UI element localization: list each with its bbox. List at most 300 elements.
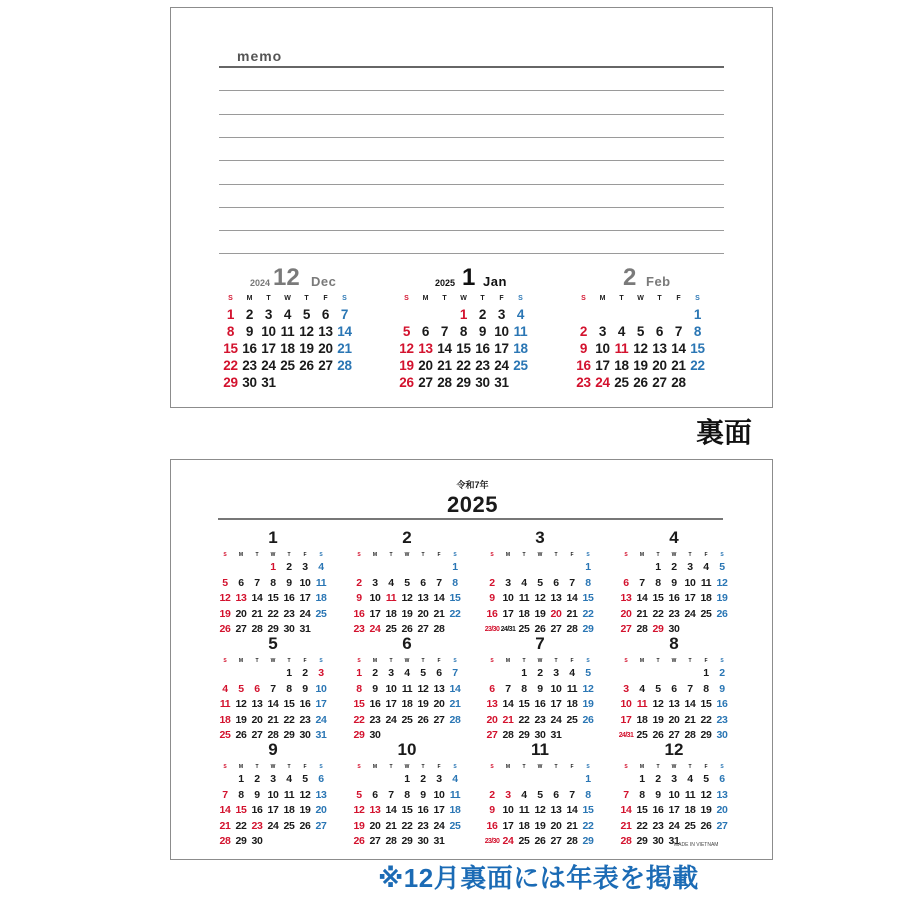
day-cell: 28 <box>437 375 452 390</box>
day-cell: 29 <box>582 623 594 635</box>
day-cell: 2 <box>489 576 495 589</box>
empty-cell <box>367 560 383 576</box>
day-cell: 2 <box>254 773 260 785</box>
day-cell: 12 <box>401 592 413 604</box>
day-cell: 22 <box>582 607 594 620</box>
day-cell: 7 <box>505 682 511 695</box>
weekday-header: T <box>442 295 447 302</box>
weekday-header: T <box>554 764 558 770</box>
day-cell: 5 <box>636 324 645 339</box>
day-cell: 7 <box>569 576 575 589</box>
day-cell: 4 <box>639 682 645 695</box>
calendar-month-name: Jan <box>483 274 507 289</box>
day-cell: 14 <box>684 698 696 710</box>
day-cell: 2 <box>489 788 495 801</box>
day-cell: 20 <box>486 713 498 726</box>
day-cell: 17 <box>595 358 610 373</box>
memo-line <box>219 90 724 91</box>
day-cell: 8 <box>585 788 591 801</box>
day-cell: 16 <box>299 698 311 710</box>
day-cell: 11 <box>518 804 530 816</box>
day-cell: 20 <box>620 607 632 620</box>
day-cell: 14 <box>385 804 397 816</box>
day-cell: 25 <box>566 713 578 726</box>
empty-cell <box>548 772 564 788</box>
weekday-header: T <box>688 552 692 558</box>
day-cell: 27 <box>251 729 263 741</box>
weekday-header: F <box>499 295 504 302</box>
day-cell: 30 <box>283 623 295 635</box>
day-cell: 22 <box>449 607 461 620</box>
month-grid <box>618 550 730 638</box>
weekday-header: S <box>357 658 361 664</box>
day-cell: 13 <box>418 341 433 356</box>
day-cell: 9 <box>719 682 725 695</box>
day-cell: 19 <box>652 713 664 726</box>
day-cell: 5 <box>222 576 228 589</box>
day-cell: 4 <box>388 576 394 589</box>
day-cell: 4 <box>569 667 575 679</box>
day-cell: 15 <box>235 804 247 816</box>
empty-cell <box>367 772 383 788</box>
day-cell: 12 <box>299 324 314 339</box>
day-cell: 21 <box>437 358 452 373</box>
weekday-header: F <box>570 658 574 664</box>
day-cell: 28 <box>684 729 696 741</box>
weekday-header: S <box>586 764 590 770</box>
day-cell: 21 <box>671 358 686 373</box>
day-cell: 19 <box>582 698 594 710</box>
day-cell: 5 <box>585 667 591 679</box>
day-cell: 30 <box>369 729 381 741</box>
day-cell: 20 <box>668 713 680 726</box>
day-cell: 20 <box>251 713 263 726</box>
memo-line <box>219 253 724 254</box>
day-cell: 23 <box>251 819 263 832</box>
month-grid <box>351 762 463 850</box>
day-cell: 11 <box>401 682 413 695</box>
weekday-header: T <box>656 552 660 558</box>
day-cell: 12 <box>700 788 712 801</box>
month-title: 3 <box>535 528 545 547</box>
day-cell: 25 <box>385 623 397 635</box>
day-cell: 4 <box>703 561 709 573</box>
day-cell: 23 <box>242 358 257 373</box>
day-cell: 28 <box>671 375 686 390</box>
day-cell: 22 <box>636 819 648 832</box>
weekday-header: T <box>389 658 393 664</box>
empty-cell <box>233 560 249 576</box>
day-cell: 19 <box>534 607 546 620</box>
weekday-header: F <box>704 552 708 558</box>
empty-cell <box>618 560 634 576</box>
day-cell: 6 <box>489 682 495 695</box>
weekday-header: S <box>586 552 590 558</box>
day-cell: 18 <box>385 607 397 620</box>
day-cell: 13 <box>550 804 562 816</box>
day-cell: 27 <box>418 375 433 390</box>
month-grid <box>217 550 329 638</box>
day-cell: 8 <box>655 576 661 589</box>
day-cell: 18 <box>614 358 629 373</box>
weekday-header: F <box>437 552 441 558</box>
month-title: 5 <box>268 634 278 653</box>
day-cell: 22 <box>690 358 705 373</box>
day-cell: 6 <box>321 307 330 322</box>
day-cell: 24 <box>261 358 276 373</box>
calendar-grid <box>221 292 354 391</box>
month-title: 7 <box>535 634 545 653</box>
day-cell: 7 <box>388 788 394 801</box>
weekday-header: T <box>619 295 624 302</box>
calendar-year-title: 2025 <box>447 492 498 517</box>
day-cell: 21 <box>636 607 648 620</box>
weekday-header: S <box>490 764 494 770</box>
weekday-header: T <box>688 764 692 770</box>
day-cell: 3 <box>687 561 693 573</box>
day-cell: 31 <box>261 375 276 390</box>
empty-cell <box>217 772 233 788</box>
day-cell: 19 <box>633 358 648 373</box>
weekday-header: S <box>357 552 361 558</box>
day-cell: 13 <box>235 592 247 604</box>
day-cell: 1 <box>585 561 591 573</box>
month-grid <box>217 762 329 850</box>
weekday-header: M <box>372 764 378 770</box>
empty-cell <box>217 560 233 576</box>
day-cell: 15 <box>652 592 664 604</box>
empty-cell <box>397 306 416 323</box>
day-cell: 26 <box>401 623 413 635</box>
memo-line <box>219 114 724 115</box>
day-cell: 5 <box>537 576 543 589</box>
day-cell: 1 <box>521 667 527 679</box>
day-cell: 30 <box>652 835 664 847</box>
day-cell: 9 <box>254 788 260 801</box>
day-cell: 22 <box>456 358 471 373</box>
weekday-header: T <box>657 295 662 302</box>
day-cell: 18 <box>684 804 696 816</box>
weekday-header: S <box>223 764 227 770</box>
day-cell: 29 <box>636 835 648 847</box>
weekday-header: T <box>255 552 259 558</box>
empty-cell <box>383 772 399 788</box>
day-cell: 28 <box>620 835 632 847</box>
day-cell: 11 <box>614 341 629 356</box>
weekday-header: W <box>270 658 276 664</box>
day-cell: 8 <box>356 682 362 695</box>
day-cell: 17 <box>494 341 509 356</box>
day-cell: 13 <box>716 788 728 801</box>
day-cell: 28 <box>267 729 279 741</box>
day-cell: 6 <box>655 324 664 339</box>
weekday-header: T <box>688 658 692 664</box>
day-cell: 20 <box>418 358 433 373</box>
empty-cell <box>682 666 698 682</box>
day-cell: 8 <box>452 576 458 589</box>
day-cell: 8 <box>521 682 527 695</box>
day-cell: 5 <box>402 324 411 339</box>
day-cell: 3 <box>598 324 607 339</box>
day-cell: 10 <box>684 576 696 589</box>
day-cell: 24 <box>494 358 509 373</box>
day-cell: 22 <box>582 819 594 832</box>
empty-cell <box>516 560 532 576</box>
year-calendar-card <box>170 459 773 860</box>
memo-line <box>219 66 724 68</box>
day-cell: 9 <box>420 788 426 801</box>
day-cell: 13 <box>417 592 429 604</box>
day-cell: 19 <box>299 804 311 816</box>
day-cell: 1 <box>452 561 458 573</box>
day-cell: 14 <box>620 804 632 816</box>
day-cell: 27 <box>315 819 327 832</box>
day-cell: 16 <box>716 698 728 710</box>
weekday-header: S <box>223 658 227 664</box>
day-cell: 16 <box>242 341 257 356</box>
era-year: 令和7年 <box>456 480 489 490</box>
day-cell: 14 <box>437 341 452 356</box>
day-cell: 31 <box>315 729 327 741</box>
day-cell: 16 <box>475 341 490 356</box>
day-cell: 20 <box>318 341 333 356</box>
weekday-header: S <box>319 552 323 558</box>
day-cell: 19 <box>399 358 414 373</box>
day-cell: 5 <box>238 682 244 695</box>
weekday-header: S <box>720 658 724 664</box>
day-cell: 10 <box>385 682 397 695</box>
day-cell: 3 <box>505 576 511 589</box>
day-cell: 13 <box>652 341 667 356</box>
day-cell: 24 <box>502 835 514 847</box>
day-cell: 25 <box>449 819 461 832</box>
day-cell: 4 <box>617 324 626 339</box>
month-grid <box>484 656 596 744</box>
day-cell: 25 <box>518 623 530 635</box>
month-title: 8 <box>669 634 679 653</box>
empty-cell <box>383 560 399 576</box>
day-cell: 6 <box>254 682 260 695</box>
weekday-header: S <box>624 764 628 770</box>
day-cell: 24/31 <box>500 626 516 633</box>
weekday-header: S <box>453 764 457 770</box>
weekday-header: T <box>255 658 259 664</box>
day-cell: 5 <box>302 307 311 322</box>
day-cell: 11 <box>636 698 648 710</box>
day-cell: 26 <box>652 729 664 741</box>
day-cell: 1 <box>238 773 244 785</box>
day-cell: 14 <box>267 698 279 710</box>
day-cell: 15 <box>518 698 530 710</box>
weekday-header: W <box>537 764 543 770</box>
day-cell: 16 <box>369 698 381 710</box>
day-cell: 28 <box>566 623 578 635</box>
weekday-header: F <box>303 764 307 770</box>
empty-cell <box>618 666 634 682</box>
day-cell: 12 <box>534 592 546 604</box>
day-cell: 8 <box>459 324 468 339</box>
day-cell: 2 <box>655 773 661 785</box>
weekday-header: M <box>422 295 429 302</box>
day-cell: 23/30 <box>484 838 500 845</box>
day-cell: 29 <box>518 729 530 741</box>
day-cell: 17 <box>261 341 276 356</box>
empty-cell <box>233 666 249 682</box>
empty-cell <box>532 560 548 576</box>
day-cell: 15 <box>267 592 279 604</box>
empty-cell <box>593 306 612 323</box>
day-cell: 25 <box>283 819 295 832</box>
day-cell: 2 <box>478 307 487 322</box>
day-cell: 23 <box>716 713 728 726</box>
day-cell: 10 <box>620 698 632 710</box>
day-cell: 25 <box>636 729 648 741</box>
weekday-header: S <box>453 552 457 558</box>
day-cell: 8 <box>639 788 645 801</box>
day-cell: 19 <box>353 819 365 832</box>
day-cell: 1 <box>270 561 276 573</box>
day-cell: 4 <box>516 307 525 322</box>
day-cell: 1 <box>459 307 468 322</box>
calendar-year: 2024 <box>250 278 271 288</box>
day-cell: 8 <box>226 324 235 339</box>
day-cell: 7 <box>569 788 575 801</box>
empty-cell <box>431 560 447 576</box>
day-cell: 2 <box>356 576 362 589</box>
day-cell: 10 <box>494 324 509 339</box>
day-cell: 1 <box>286 667 292 679</box>
day-cell: 21 <box>502 713 514 726</box>
empty-cell <box>669 306 688 323</box>
day-cell: 12 <box>399 341 414 356</box>
day-cell: 13 <box>433 682 445 695</box>
weekday-header: W <box>671 658 677 664</box>
weekday-header: F <box>570 552 574 558</box>
weekday-header: W <box>537 552 543 558</box>
calendar-year: 2025 <box>435 278 456 288</box>
day-cell: 3 <box>270 773 276 785</box>
day-cell: 27 <box>318 358 333 373</box>
day-cell: 16 <box>417 804 429 816</box>
day-cell: 22 <box>652 607 664 620</box>
day-cell: 5 <box>302 773 308 785</box>
day-cell: 3 <box>497 307 506 322</box>
day-cell: 6 <box>719 773 725 785</box>
weekday-header: M <box>372 658 378 664</box>
weekday-header: T <box>480 295 485 302</box>
day-cell: 22 <box>700 713 712 726</box>
weekday-header: T <box>656 658 660 664</box>
day-cell: 4 <box>687 773 693 785</box>
day-cell: 14 <box>671 341 686 356</box>
empty-cell <box>650 306 669 323</box>
day-cell: 19 <box>299 341 314 356</box>
weekday-header: W <box>460 295 467 302</box>
day-cell: 26 <box>534 623 546 635</box>
day-cell: 26 <box>633 375 648 390</box>
day-cell: 23 <box>576 375 591 390</box>
calendar-month-number: 1 <box>462 264 476 291</box>
day-cell: 20 <box>550 607 562 620</box>
weekday-header: T <box>522 764 526 770</box>
day-cell: 25 <box>219 729 231 741</box>
day-cell: 26 <box>299 819 311 832</box>
day-cell: 18 <box>449 804 461 816</box>
day-cell: 18 <box>700 592 712 604</box>
day-cell: 6 <box>553 576 559 589</box>
day-cell: 15 <box>353 698 365 710</box>
weekday-header: T <box>287 552 291 558</box>
calendar-month-name: Feb <box>646 274 671 289</box>
weekday-header: W <box>404 764 410 770</box>
day-cell: 10 <box>299 576 311 589</box>
memo-card <box>170 7 773 408</box>
weekday-header: F <box>570 764 574 770</box>
weekday-header: S <box>586 658 590 664</box>
calendar-month-name: Dec <box>311 274 337 289</box>
month-grid <box>351 550 463 638</box>
day-cell: 27 <box>716 819 728 832</box>
weekday-header: T <box>656 764 660 770</box>
day-cell: 12 <box>299 788 311 801</box>
day-cell: 2 <box>245 307 254 322</box>
day-cell: 9 <box>245 324 254 339</box>
day-cell: 10 <box>433 788 445 801</box>
day-cell: 8 <box>703 682 709 695</box>
day-cell: 7 <box>254 576 260 589</box>
day-cell: 3 <box>436 773 442 785</box>
empty-cell <box>634 666 650 682</box>
empty-cell <box>548 560 564 576</box>
day-cell: 18 <box>219 713 231 726</box>
empty-cell <box>650 666 666 682</box>
day-cell: 10 <box>502 592 514 604</box>
day-cell: 25 <box>280 358 295 373</box>
day-cell: 18 <box>518 607 530 620</box>
day-cell: 21 <box>566 607 578 620</box>
memo-line <box>219 160 724 161</box>
day-cell: 2 <box>286 561 292 573</box>
day-cell: 29 <box>582 835 594 847</box>
weekday-header: M <box>639 764 645 770</box>
day-cell: 21 <box>251 607 263 620</box>
day-cell: 11 <box>566 682 578 695</box>
weekday-header: S <box>720 552 724 558</box>
day-cell: 29 <box>235 835 247 847</box>
day-cell: 15 <box>283 698 295 710</box>
day-cell: 30 <box>475 375 490 390</box>
day-cell: 18 <box>315 592 327 604</box>
day-cell: 12 <box>219 592 231 604</box>
weekday-header: T <box>554 658 558 664</box>
day-cell: 6 <box>421 324 430 339</box>
weekday-header: S <box>720 764 724 770</box>
weekday-header: M <box>246 295 253 302</box>
day-cell: 19 <box>417 698 429 710</box>
day-cell: 7 <box>639 576 645 589</box>
day-cell: 27 <box>369 835 381 847</box>
day-cell: 21 <box>449 698 461 710</box>
day-cell: 26 <box>299 358 314 373</box>
day-cell: 7 <box>674 324 683 339</box>
day-cell: 12 <box>353 804 365 816</box>
day-cell: 9 <box>302 682 308 695</box>
day-cell: 17 <box>502 607 514 620</box>
day-cell: 24 <box>668 819 680 832</box>
day-cell: 12 <box>633 341 648 356</box>
day-cell: 29 <box>353 729 365 741</box>
day-cell: 21 <box>620 819 632 832</box>
